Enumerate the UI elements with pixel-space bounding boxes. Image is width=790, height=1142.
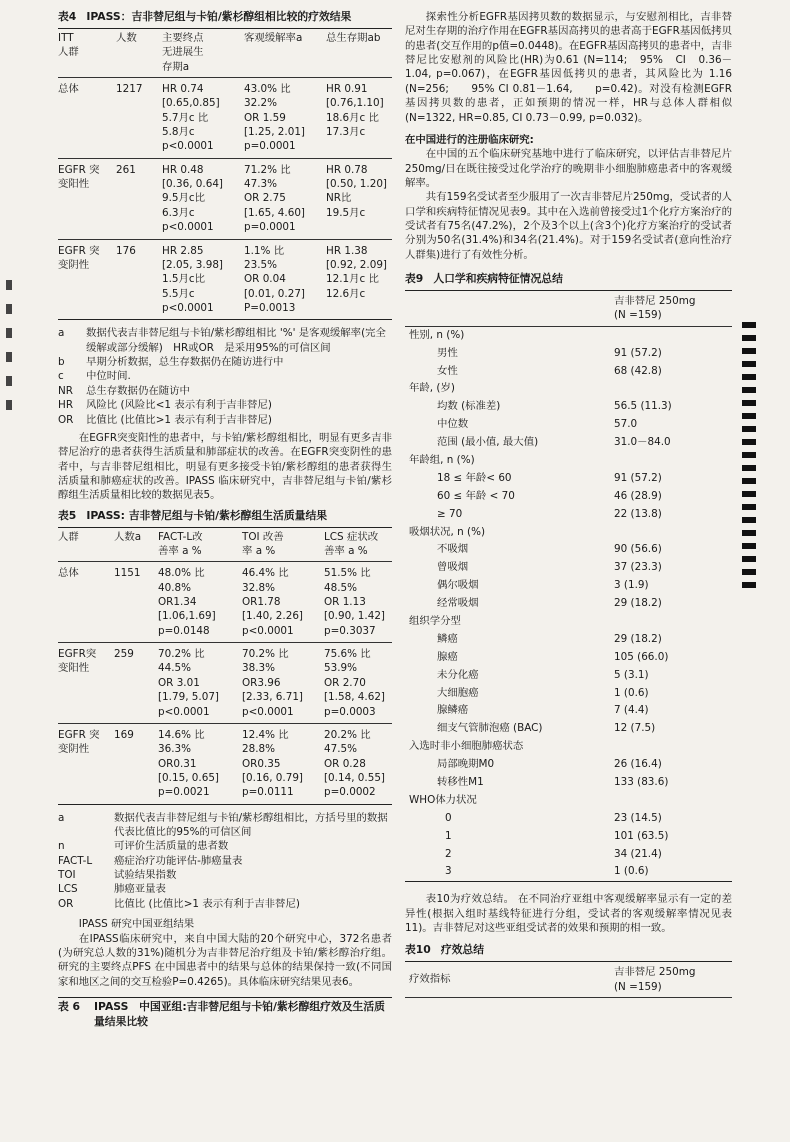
table-row [405, 434, 732, 452]
row-value: 22 (13.8) [614, 507, 662, 520]
row-label: 中位数 [437, 418, 469, 431]
table-row [405, 828, 732, 846]
table-row [405, 416, 732, 434]
table4-header-cell: 主要终点 无进展生 存期a [162, 31, 204, 73]
table-row [405, 685, 732, 703]
row-value: 7 (4.4) [614, 704, 649, 717]
table-note: a 数据代表吉非替尼组与卡铂/紫杉醇组相比 '%' 是客观缓解率(完全缓解或部分缓解) HR或OR 是采用95%的可信区间 [58, 327, 386, 354]
row-value [614, 738, 732, 756]
table-note: OR 比值比 (比值比>1 表示有利于吉非替尼) [58, 413, 272, 426]
table-note: HR 风险比 (风险比<1 表示有利于吉非替尼) [58, 399, 272, 412]
row-label: 1 [445, 829, 452, 842]
table-row [405, 398, 732, 416]
table9-body [405, 327, 732, 882]
row-label: 3 [445, 865, 452, 878]
body-paragraph: 共有159名受试者至少服用了一次吉非替尼片250mg，受试者的人口学和疾病特征情况见表9。其中在入选前曾接受过1个化疗方案治疗的受试者有75名(47.2%)，2个及3个以上(含3个)化疗方案治疗的受试者分别为50名(31.4%)和34名(21.4%)。对于159名受试者(意向性治疗人群集)进行了有效性分析。 [405, 191, 732, 261]
table-row [405, 613, 732, 631]
row-value: 56.5 (11.3) [614, 400, 672, 413]
row-value [614, 380, 732, 398]
right-column [405, 10, 732, 998]
row-label: 均数 (标准差) [437, 400, 501, 413]
row-value: 23 (14.5) [614, 811, 662, 824]
table-row: 总体 1217 HR 0.74 [0.65,0.85] 5.7月c 比 5.8月c p<0.0001 43.0% 比 32.2% OR 1.59 [1.25, 2.01] p=0.0001 HR 0.91 [0.76,1.10] 18.6月c 比 17.3月c [58, 82, 384, 153]
table-row [405, 810, 732, 828]
row-value: 3 (1.9) [614, 579, 649, 592]
table-note: a 数据代表吉非替尼组与卡铂/紫杉醇组相比，方括号里的数据代表比值比的95%的可信区间 [58, 811, 388, 839]
table5-header: 人群 人数a FACT-L改 善率 a % TOI 改善 率 a % LCS 症状改 善率 a % [58, 530, 379, 557]
table-row [405, 667, 732, 685]
table4-title: 表4 IPASS：吉非替尼组与卡铂/紫杉醇组相比较的疗效结果 [58, 10, 352, 23]
section-heading: 在中国进行的注册临床研究: [405, 133, 534, 146]
row-value: 57.0 [614, 418, 638, 431]
table-row: EGFR 突 变阴性 176 HR 2.85 [2.05, 3.98] 1.5月c比 5.5月c p<0.0001 1.1% 比 23.5% OR 0.04 [0.01, 0.27] P=0.0013 HR 1.38 [0.92, 2.09] 12.1月c 比 12.6月c [58, 244, 387, 314]
body-paragraph: 在EGFR突变阳性的患者中，与卡铂/紫杉醇组相比，明显有更多吉非替尼治疗的患者获得生活质量和肺部症状的改善。在EGFR突变阴性的患者中，与吉非替尼组相比，明显有更多接受卡铂/紫杉醇组的患者获得生活质量和肺癌症状的改善。IPASS 临床研究中，吉非替尼组与卡铂/紫杉醇组生活质量相比较的数据见表5。 [58, 431, 392, 502]
row-label: 60 ≤ 年龄 < 70 [437, 489, 515, 502]
table9-header: 吉非替尼 250mg (N =159) [614, 295, 696, 322]
row-label: 转移性M1 [437, 775, 484, 788]
row-label: ≥ 70 [437, 507, 463, 520]
table-row [405, 702, 732, 720]
row-label: 18 ≤ 年龄< 60 [437, 471, 512, 484]
row-label: 0 [445, 811, 452, 824]
row-value: 91 (57.2) [614, 471, 662, 484]
table4-header-cell: 客观缓解率a [244, 31, 303, 44]
row-label: 局部晚期M0 [437, 758, 495, 771]
row-label: 经常吸烟 [437, 597, 479, 610]
body-paragraph: 在IPASS临床研究中，来自中国大陆的20个研究中心，372名患者(为研究总人数的31%)随机分为吉非替尼治疗组及卡铂/紫杉醇治疗组。研究的主要终点PFS 在中国患者中的结果与总体的结果保持一致(不同国家和地区之间的交互检验P=0.4265)。具体临床研究结果见表6。 [58, 932, 392, 988]
body-paragraph: 探索性分析EGFR基因拷贝数的数据显示，与安慰剂相比，吉非替尼对生存期的治疗作用在EGFR基因高拷贝的患者高于EGFR基因低拷贝的患者(交互作用的p值=0.0448)。在EGFR基因高拷贝的患者中，吉非替尼比安慰剂的风险比(HR)为0.61 (N=114; 95% CI 0.36－1.04, p=0.067)，在EGFR基因低拷贝的患者，其风险比为 1.16 (N=256; 95% CI 0.81－1.64, p=0.42)。对没有检测EGFR基因拷贝数的患者，正如预期的情况一样，HR与总体人群相似(N=1322, HR=0.85, CI 0.73－0.99, p=0.032)。 [405, 11, 732, 124]
table-row [405, 524, 732, 542]
table9-title: 表9 人口学和疾病特征情况总结 [405, 272, 563, 286]
left-margin-marks [6, 280, 12, 430]
row-value: 46 (28.9) [614, 489, 662, 502]
row-label: 2 [445, 847, 452, 860]
row-value: 1 (0.6) [614, 865, 649, 878]
table-row [405, 488, 732, 506]
table-row [405, 380, 732, 398]
margin-bars [742, 322, 756, 622]
table-row [405, 345, 732, 363]
table-row [405, 577, 732, 595]
row-label: 女性 [437, 364, 458, 377]
row-label: 年龄, (岁) [409, 382, 455, 395]
row-value: 34 (21.4) [614, 847, 662, 860]
row-value [614, 524, 732, 542]
row-value [614, 613, 732, 631]
table-note: b 早期分析数据，总生存数据仍在随访进行中 [58, 356, 284, 369]
table4-header-cell: 人数 [116, 31, 137, 44]
table-note: n 可评价生活质量的患者数 [58, 840, 229, 853]
subsection-heading: IPASS 研究中国亚组结果 [78, 918, 195, 931]
table-row [405, 559, 732, 577]
left-column [58, 10, 392, 1033]
table-row [405, 327, 732, 345]
table4-header [58, 29, 392, 77]
row-value [614, 452, 732, 470]
row-value [614, 792, 732, 810]
row-label: 入选时非小细胞肺癌状态 [409, 740, 524, 753]
row-label: 曾吸烟 [437, 561, 469, 574]
table4-notes [58, 326, 392, 427]
table-note: LCS 肺癌亚量表 [58, 883, 166, 896]
table4-header-cell: ITT 人群 [58, 31, 79, 59]
row-value: 101 (63.5) [614, 829, 669, 842]
body-paragraph: 在中国的五个临床研究基地中进行了临床研究，以评估吉非替尼片250mg/日在既往接受过化学治疗的晚期非小细胞肺癌患者中的客观缓解率。 [405, 148, 732, 189]
table-note: NR 总生存数据仍在随访中 [58, 384, 190, 397]
row-value: 5 (3.1) [614, 668, 649, 681]
table-note: OR 比值比 (比值比>1 表示有利于吉非替尼) [58, 897, 300, 910]
table-row [405, 792, 732, 810]
row-value: 26 (16.4) [614, 758, 662, 771]
table4-header-cell: 总生存期ab [326, 31, 381, 44]
row-value: 29 (18.2) [614, 597, 662, 610]
table10-title: 表10 疗效总结 [405, 943, 485, 957]
row-label: 吸烟状况, n (%) [409, 525, 486, 538]
row-label: 男性 [437, 346, 458, 359]
row-label: 偶尔吸烟 [437, 579, 479, 592]
row-label: 组织学分型 [409, 614, 461, 627]
row-label: 性别, n (%) [409, 328, 465, 341]
table6-title: 表 6 IPASS 中国亚组:吉非替尼组与卡铂/紫杉醇组疗效及生活质量结果比较 [58, 999, 385, 1028]
table-row: EGFR 突 变阳性 261 HR 0.48 [0.36, 0.64] 9.5月c比 6.3月c p<0.0001 71.2% 比 47.3% OR 2.75 [1.65, 4.60] p=0.0001 HR 0.78 [0.50, 1.20] NR比 19.5月c [58, 163, 387, 234]
row-value: 29 (18.2) [614, 632, 662, 645]
row-label: 细支气管肺泡癌 (BAC) [437, 722, 543, 735]
table-row [405, 631, 732, 649]
table5-title: 表5 IPASS: 吉非替尼组与卡铂/紫杉醇组生活质量结果 [58, 508, 328, 522]
table-row: EGFR突 变阳性 259 70.2% 比 44.5% OR 3.01 [1.79, 5.07] p<0.0001 70.2% 比 38.3% OR3.96 [2.33, 6.71] p<0.0001 75.6% 比 53.9% OR 2.70 [1.58, 4.62] p=0.0003 [58, 648, 385, 718]
table-row [405, 846, 732, 864]
row-value: 12 (7.5) [614, 722, 656, 735]
table-row [405, 363, 732, 381]
table-row: 总体 1151 48.0% 比 40.8% OR1.34 [1.06,1.69] p=0.0148 46.4% 比 32.8% OR1.78 [1.40, 2.26] p<0.0001 51.5% 比 48.5% OR 1.13 [0.90, 1.42] p=0.3037 [58, 567, 385, 637]
table-row [405, 720, 732, 738]
row-value [614, 327, 732, 345]
row-label: 范围 (最小值, 最大值) [437, 436, 539, 449]
table-row [405, 506, 732, 524]
row-value: 1 (0.6) [614, 686, 649, 699]
row-label: 大细胞癌 [437, 686, 479, 699]
row-value: 68 (42.8) [614, 364, 662, 377]
table-row [405, 649, 732, 667]
table-note: FACT-L 癌症治疗功能评估-肺癌量表 [58, 854, 243, 867]
row-value: 105 (66.0) [614, 650, 669, 663]
row-value: 133 (83.6) [614, 775, 669, 788]
row-label: 未分化癌 [437, 668, 479, 681]
table5-notes [58, 811, 392, 912]
table-row: EGFR 突 变阴性 169 14.6% 比 36.3% OR0.31 [0.15, 0.65] p=0.0021 12.4% 比 28.8% OR0.35 [0.16, 0.79] p=0.0111 20.2% 比 47.5% OR 0.28 [0.14, 0.55] p=0.0002 [58, 728, 385, 799]
row-label: 不吸烟 [437, 543, 469, 556]
row-value: 31.0－84.0 [614, 436, 671, 449]
row-label: WHO体力状况 [409, 793, 477, 806]
row-label: 年龄组, n (%) [409, 453, 475, 466]
row-value: 91 (57.2) [614, 346, 662, 359]
body-paragraph: 表10为疗效总结。 在不同治疗亚组中客观缓解率显示有一定的差异性(根据入组时基线特征进行分组，受试者的客观缓解率情况见表11)。吉非替尼对这些亚组受试者的效果和预期的相一致。 [405, 893, 732, 935]
table-row [405, 595, 732, 613]
row-label: 鳞癌 [437, 632, 458, 645]
table-row [405, 452, 732, 470]
table-row [405, 774, 732, 792]
row-value: 37 (23.3) [614, 561, 662, 574]
table10-header: 疗效指标 吉非替尼 250mg (N =159) [409, 966, 696, 993]
table-row [405, 738, 732, 756]
table-row [405, 756, 732, 774]
table-row [405, 470, 732, 488]
row-label: 腺癌 [437, 650, 458, 663]
table-note: TOI 试验结果指数 [58, 869, 177, 882]
table-row [405, 863, 732, 881]
row-value: 90 (56.6) [614, 543, 662, 556]
row-label: 腺鳞癌 [437, 704, 469, 717]
table-row [405, 541, 732, 559]
table-note: c 中位时间. [58, 370, 131, 383]
